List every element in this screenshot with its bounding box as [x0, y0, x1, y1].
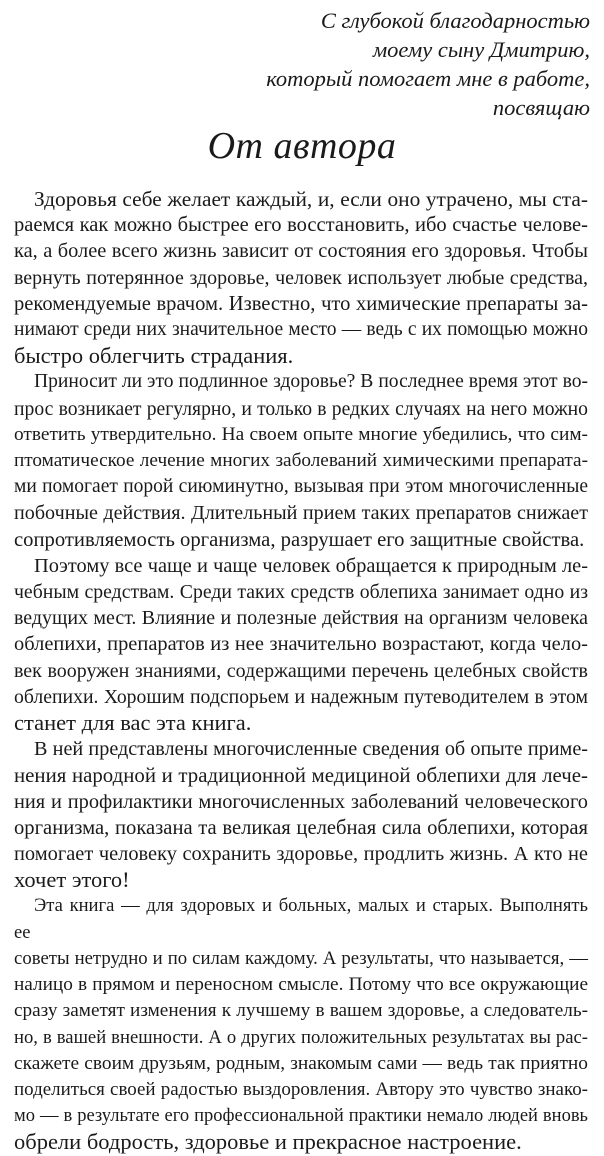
text-line: обрели бодрость, здоровье и прекрасное настроение. — [14, 1129, 522, 1155]
text-line: Эта книга — для здоровых и больных, малых и старых. Выполнять ее — [14, 895, 588, 943]
paragraph-2 — [14, 369, 588, 552]
text-line: птоматическое лечение многих заболеваний химическими препарата- — [14, 450, 588, 472]
text-line: побочные действия. Длительный прием таких препаратов снижает — [14, 502, 588, 525]
text-line: Здоровья себе желает каждый, и, если оно утрачено, мы ста- — [34, 187, 588, 211]
text-line: Поэтому все чаще и чаще человек обращается к природным ле- — [34, 554, 588, 577]
dedication-line: С глубокой благодарностью — [320, 8, 590, 33]
text-line: советы нетрудно и по силам каждому. А результаты, что называется, — — [14, 947, 588, 969]
text-line: облепихи. Хорошим подспорьем и надежным путеводителем в этом — [14, 685, 588, 708]
body-text — [14, 186, 588, 1156]
text-line: поделиться своей радостью выздоровления. Автору это чувство знако- — [14, 1078, 588, 1100]
text-line: чебным средствам. Среди таких средств облепиха занимает одно из — [14, 581, 588, 604]
text-line: ведущих мест. Влияние и полезные действия на организм человека — [14, 607, 588, 630]
text-line: но, в вашей внешности. А о других положительных результатах вы рас- — [14, 1026, 588, 1048]
text-line: станет для вас эта книга. — [14, 710, 252, 736]
page-title: От автора — [207, 125, 397, 167]
paragraph-4 — [14, 736, 588, 893]
text-line: ми помогает порой сиюминутно, вызывая при этом многочисленные — [14, 476, 588, 498]
text-line: налицо в прямом и переносном смысле. Потому что все окружающие — [14, 974, 588, 996]
text-line: вернуть потерянное здоровье, человек использует любые средства, — [14, 266, 588, 289]
text-line: сразу заметят изменения к лучшему в вашем здоровье, а следователь- — [14, 1000, 588, 1022]
text-line: В ней представлены многочисленные сведения об опыте приме- — [34, 738, 588, 761]
paragraph-5 — [14, 893, 588, 1155]
text-line: нения народной и традиционной медициной облепихи для лече- — [14, 763, 588, 788]
dedication-line: посвящаю — [492, 95, 590, 120]
text-line: сопротивляемость организма, разрушает его защитные свойства. — [14, 528, 585, 551]
text-line: помогает человеку сохранить здоровье, продлить жизнь. А кто не — [14, 843, 588, 866]
text-line: скажете своим друзьям, родным, знакомым сами — ведь так приятно — [14, 1052, 588, 1074]
text-line: ответить утвердительно. На своем опыте многие убедились, что сим- — [14, 423, 588, 445]
paragraph-1 — [14, 186, 588, 369]
paragraph-3 — [14, 553, 588, 736]
text-line: прос возникает регулярно, и только в редких случаях на него можно — [14, 397, 588, 420]
text-line: век вооружен знаниями, содержащими перечень целебных свойств — [14, 659, 588, 682]
text-line: хочет этого! — [14, 867, 130, 893]
text-line: облепихи, препаратов из нее значительно возрастают, когда чело- — [14, 633, 588, 656]
text-line: нимают среди них значительное место — ведь с их помощью можно — [14, 319, 588, 341]
dedication — [170, 6, 590, 122]
text-line: Приносит ли это подлинное здоровье? В последнее время этот во- — [34, 371, 588, 393]
text-line: быстро облегчить страдания. — [14, 343, 294, 369]
text-line: рекомендуемые врачом. Известно, что химические препараты за- — [14, 292, 588, 315]
text-line: ния и профилактики многочисленных заболеваний человеческого — [14, 790, 588, 813]
text-line: мо — в результате его профессиональной практики немало людей вновь — [14, 1106, 588, 1127]
dedication-line: моему сыну Дмитрию, — [372, 37, 590, 62]
text-line: раемся как можно быстрее его восстановить, ибо счастье челове- — [14, 214, 588, 237]
text-line: ка, а более всего жизнь зависит от состояния его здоровья. Чтобы — [14, 240, 588, 263]
dedication-line: который помогает мне в работе, — [266, 66, 590, 91]
text-line: организма, показана та великая целебная сила облепихи, которая — [14, 816, 588, 839]
